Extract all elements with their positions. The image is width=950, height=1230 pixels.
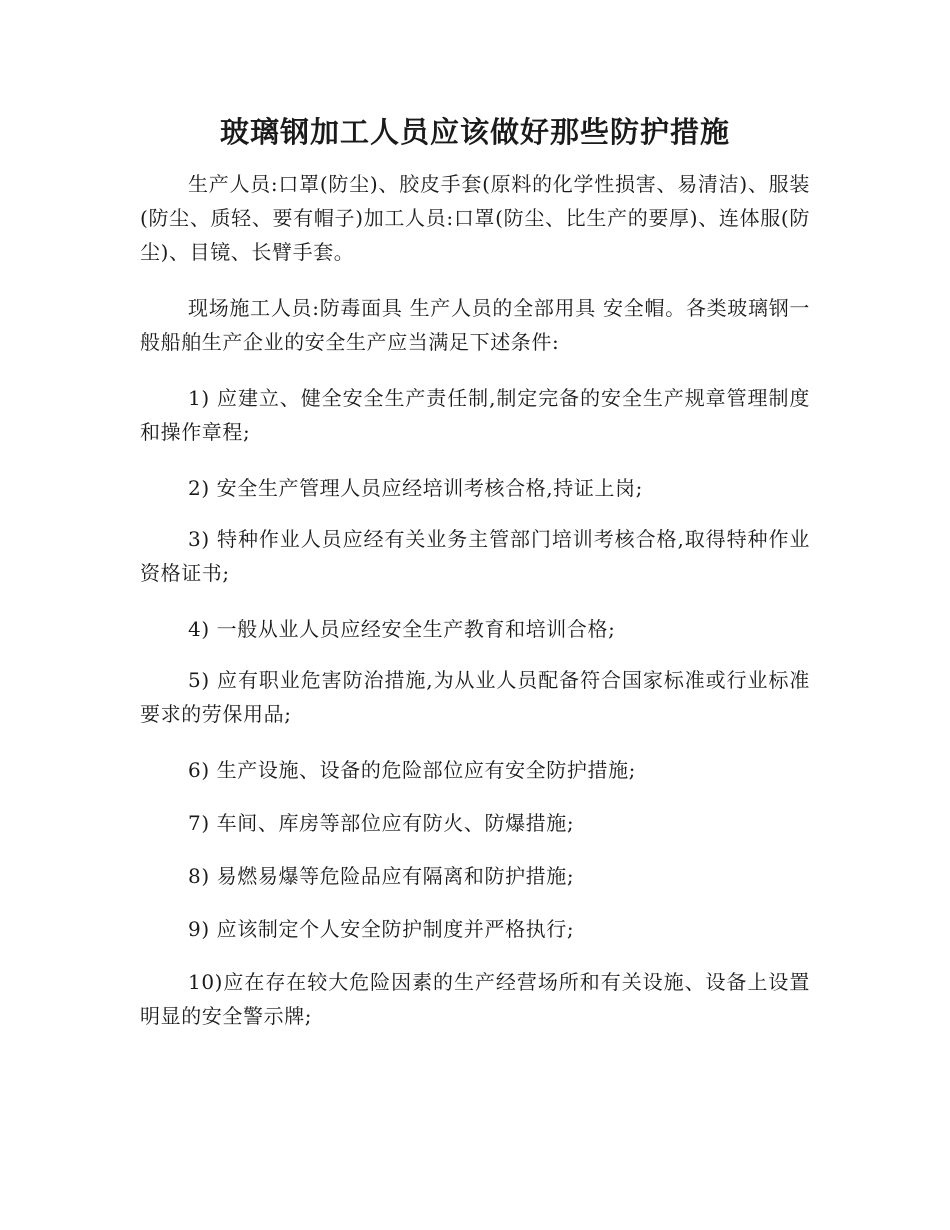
list-item-6: 6) 生产设施、设备的危险部位应有安全防护措施; (188, 758, 637, 782)
list-item-3: 3) 特种作业人员应经有关业务主管部门培训考核合格,取得特种作业资格证书; (140, 527, 810, 585)
document-body (140, 167, 810, 1033)
paragraph-site-staff: 现场施工人员:防毒面具 生产人员的全部用具 安全帽。各类玻璃钢一般船舶生产企业的安全生产应当满足下述条件: (140, 296, 810, 354)
paragraph-production-staff: 生产人员:口罩(防尘)、胶皮手套(原料的化学性损害、易清洁)、服装(防尘、质轻、要有帽子)加工人员:口罩(防尘、比生产的要厚)、连体服(防尘)、目镜、长臂手套。 (140, 172, 810, 264)
list-item-1: 1) 应建立、健全安全生产责任制,制定完备的安全生产规章管理制度和操作章程; (140, 386, 810, 444)
list-item-2: 2) 安全生产管理人员应经培训考核合格,持证上岗; (188, 476, 643, 500)
list-item-9: 9) 应该制定个人安全防护制度并严格执行; (188, 917, 575, 941)
list-item-8: 8) 易燃易爆等危险品应有隔离和防护措施; (188, 864, 575, 888)
list-item-5: 5) 应有职业危害防治措施,为从业人员配备符合国家标准或行业标准要求的劳保用品; (140, 668, 810, 726)
list-item-4: 4) 一般从业人员应经安全生产教育和培训合格; (188, 617, 616, 641)
list-item-7: 7) 车间、库房等部位应有防火、防爆措施; (188, 811, 575, 835)
list-item-10: 10)应在存在较大危险因素的生产经营场所和有关设施、设备上设置明显的安全警示牌; (140, 970, 810, 1028)
document-title: 玻璃钢加工人员应该做好那些防护措施 (219, 115, 730, 149)
